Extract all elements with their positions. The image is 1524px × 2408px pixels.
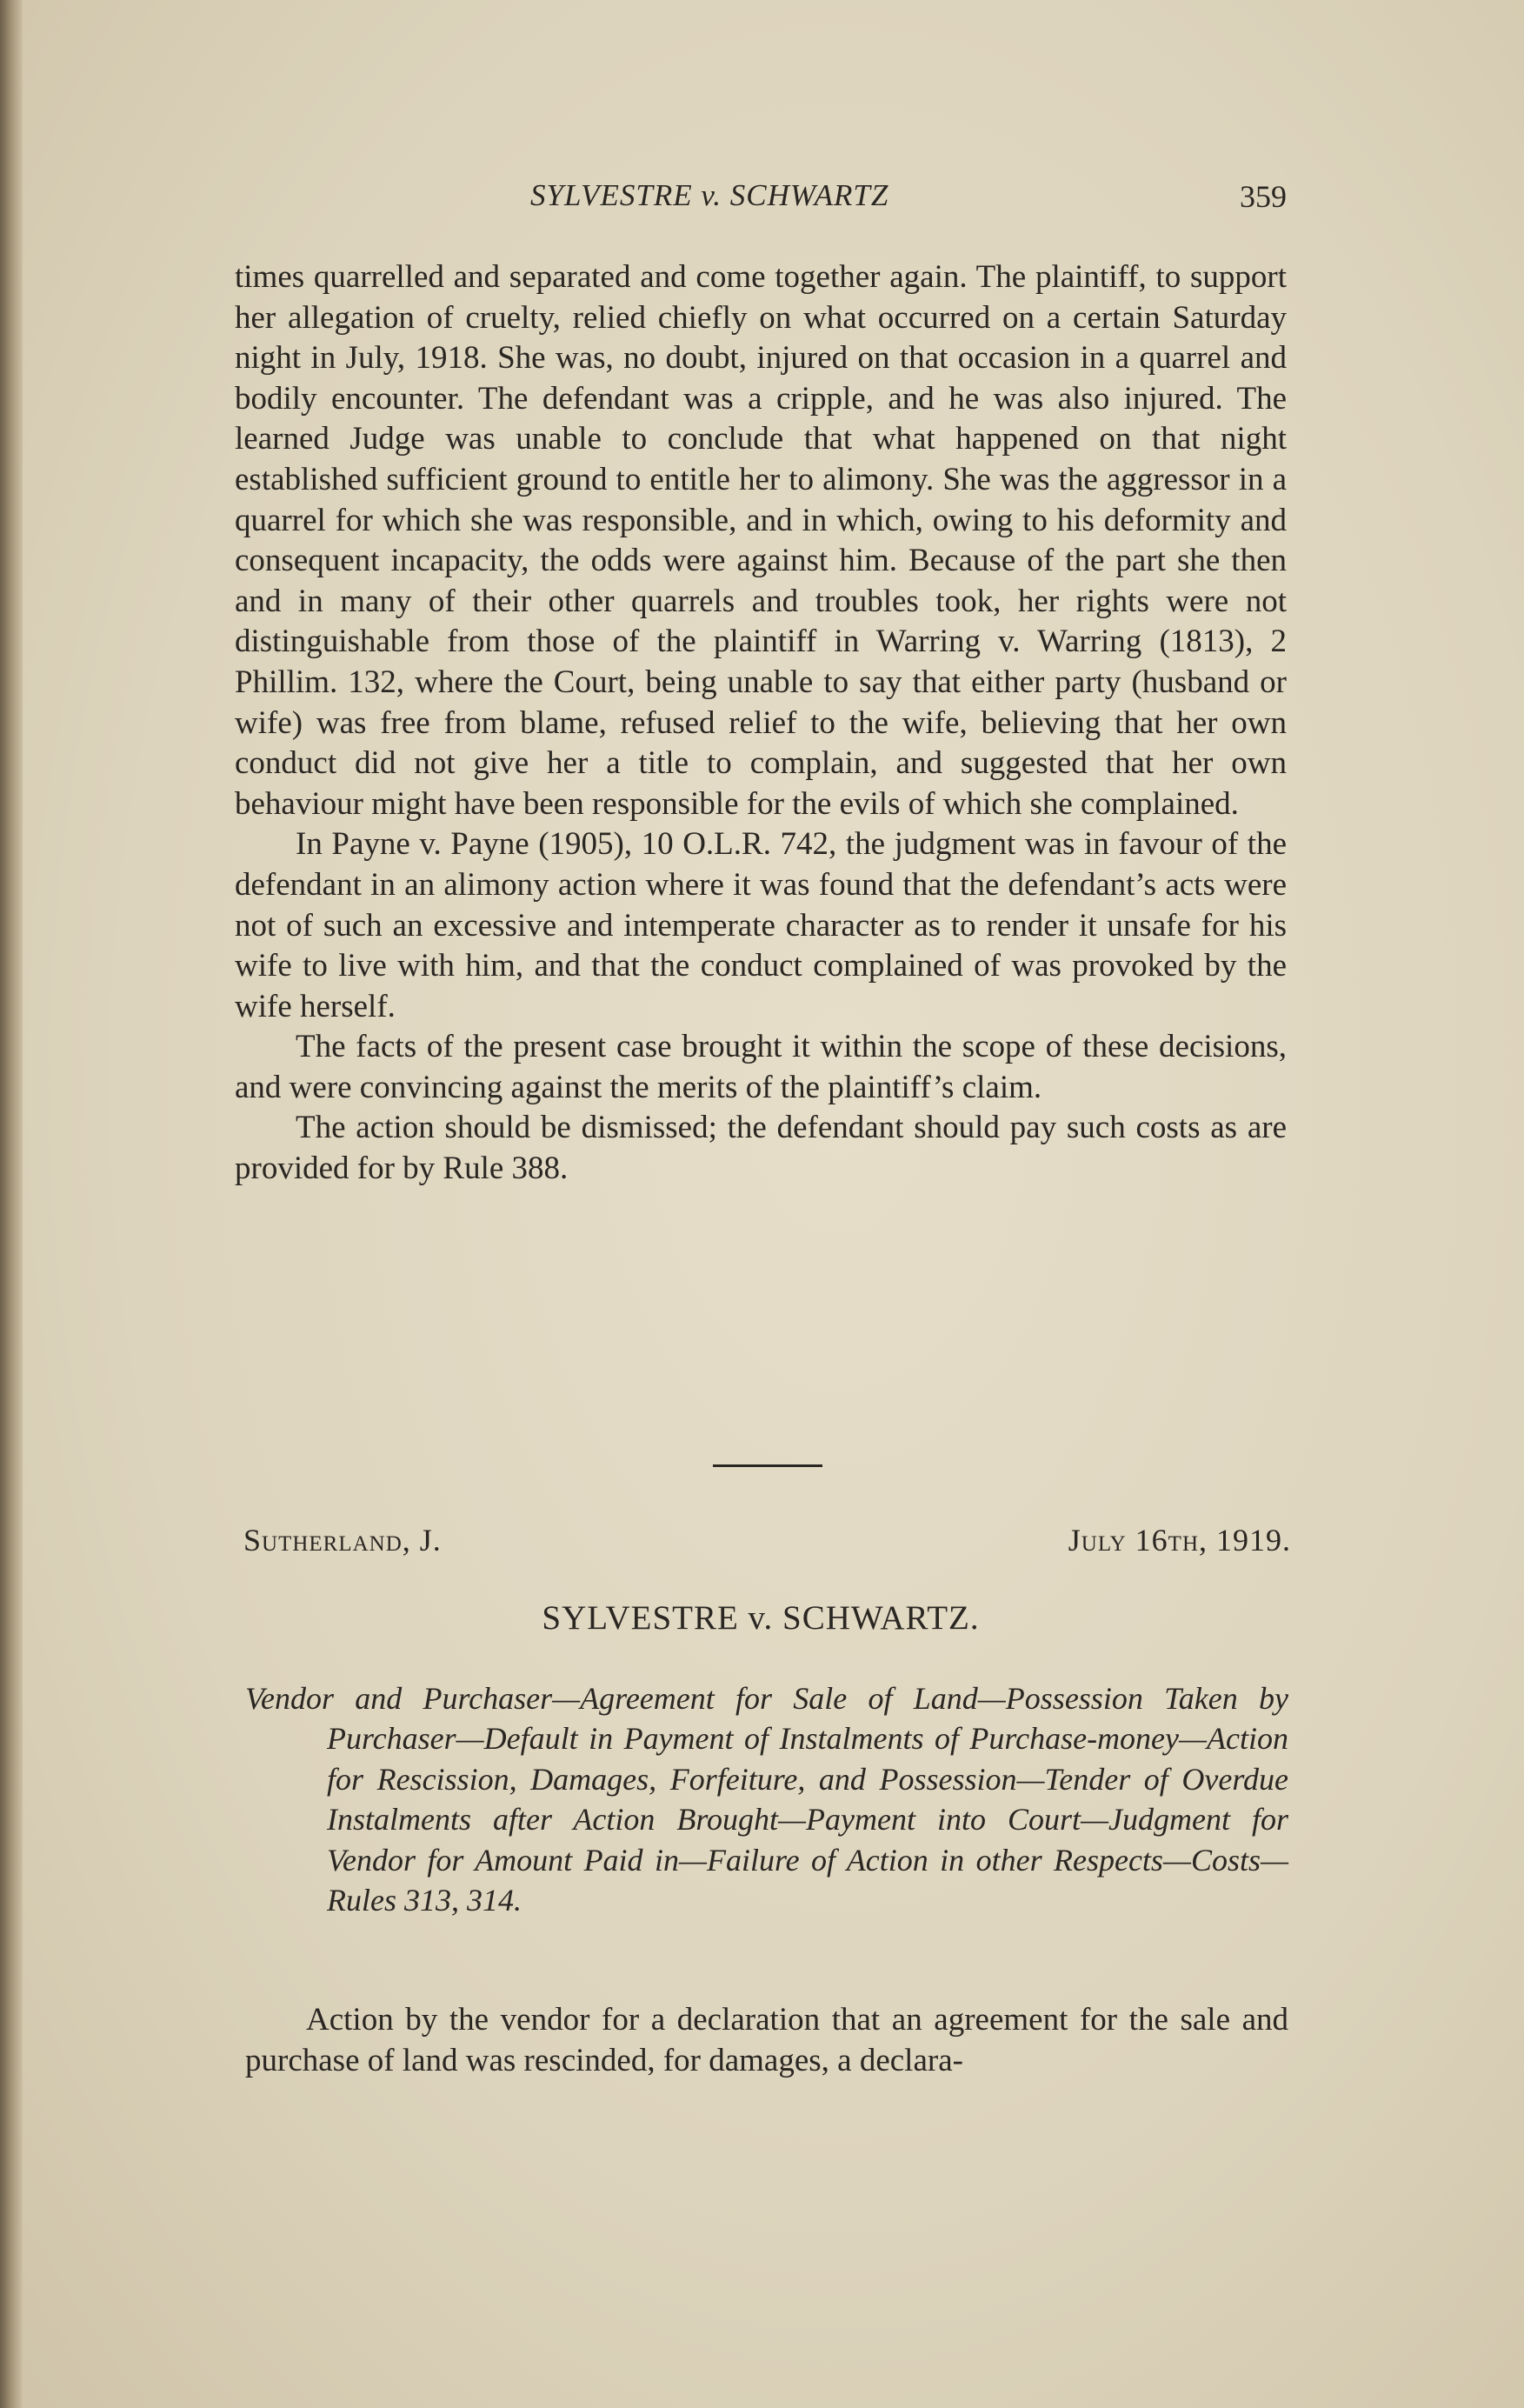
headnote: Vendor and Purchaser—Agreement for Sale of Land—Possession Taken by Purchaser—Default in Payment of Instalments of Purchase-money—Action for Rescission, Damages, Forfeiture, and Possession—Tender of Overdue Instalments after Action Brought—Payment into Court—Judgment for Vendor for Amount Paid in—Failure of Action in other Respects—Costs—Rules 313, 314.	[245, 1681, 1288, 1918]
judgment-text	[235, 257, 1287, 1190]
case-opening-paragraph: Action by the vendor for a declaration that an agreement for the sale and purchase of land was rescinded, for damages, a declara-	[245, 2002, 1288, 2078]
page-number: 359	[1240, 179, 1287, 214]
page-header	[235, 178, 1287, 222]
case-title: SYLVESTRE v. SCHWARTZ.	[542, 1599, 980, 1637]
running-head: SYLVESTRE v. SCHWARTZ	[530, 178, 889, 212]
judge-line	[243, 1522, 1291, 1562]
paragraph-payne: In Payne v. Payne (1905), 10 O.L.R. 742, the judgment was in favour of the defendant in an alimony action where it was found that the defendant’s acts were not of such an excessive and intemperate character as to render it unsafe for his wife to live with him, and that the conduct complained of was provoked by the wife herself.	[235, 826, 1287, 1024]
book-spine-shadow	[0, 0, 23, 2408]
section-divider	[713, 1464, 822, 1467]
paragraph-disposition: The action should be dismissed; the defendant should pay such costs as are provided for by Rule 388.	[235, 1110, 1287, 1187]
paragraph-continued: times quarrelled and separated and come together again. The plaintiff, to support her allegation of cruelty, relied chiefly on what occurred on a certain Saturday night in July, 1918. She was, no doubt, injured on that occasion in a quarrel and bodily encounter. The defendant was a cripple, and he was also injured. The learned Judge was unable to conclude that what happened on that night established sufficient ground to entitle her to alimony. She was the aggressor in a quarrel for which she was responsible, and in which, owing to his deformity and consequent incapacity, the odds were against him. Because of the part she then and in many of their other quarrels and troubles took, her rights were not distinguishable from those of the plaintiff in Warring v. Warring (1813), 2 Phillim. 132, where the Court, being unable to say that either party (husband or wife) was free from blame, refused relief to the wife, believing that her own conduct did not give her a title to complain, and suggested that her own behaviour might have been responsible for the evils of which she complained.	[235, 259, 1287, 822]
paragraph-facts: The facts of the present case brought it within the scope of these decisions, and were convincing against the merits of the plaintiff’s claim.	[235, 1029, 1287, 1105]
judgment-date: July 16th, 1919.	[1068, 1523, 1291, 1558]
judge-name: Sutherland, J.	[243, 1523, 442, 1558]
